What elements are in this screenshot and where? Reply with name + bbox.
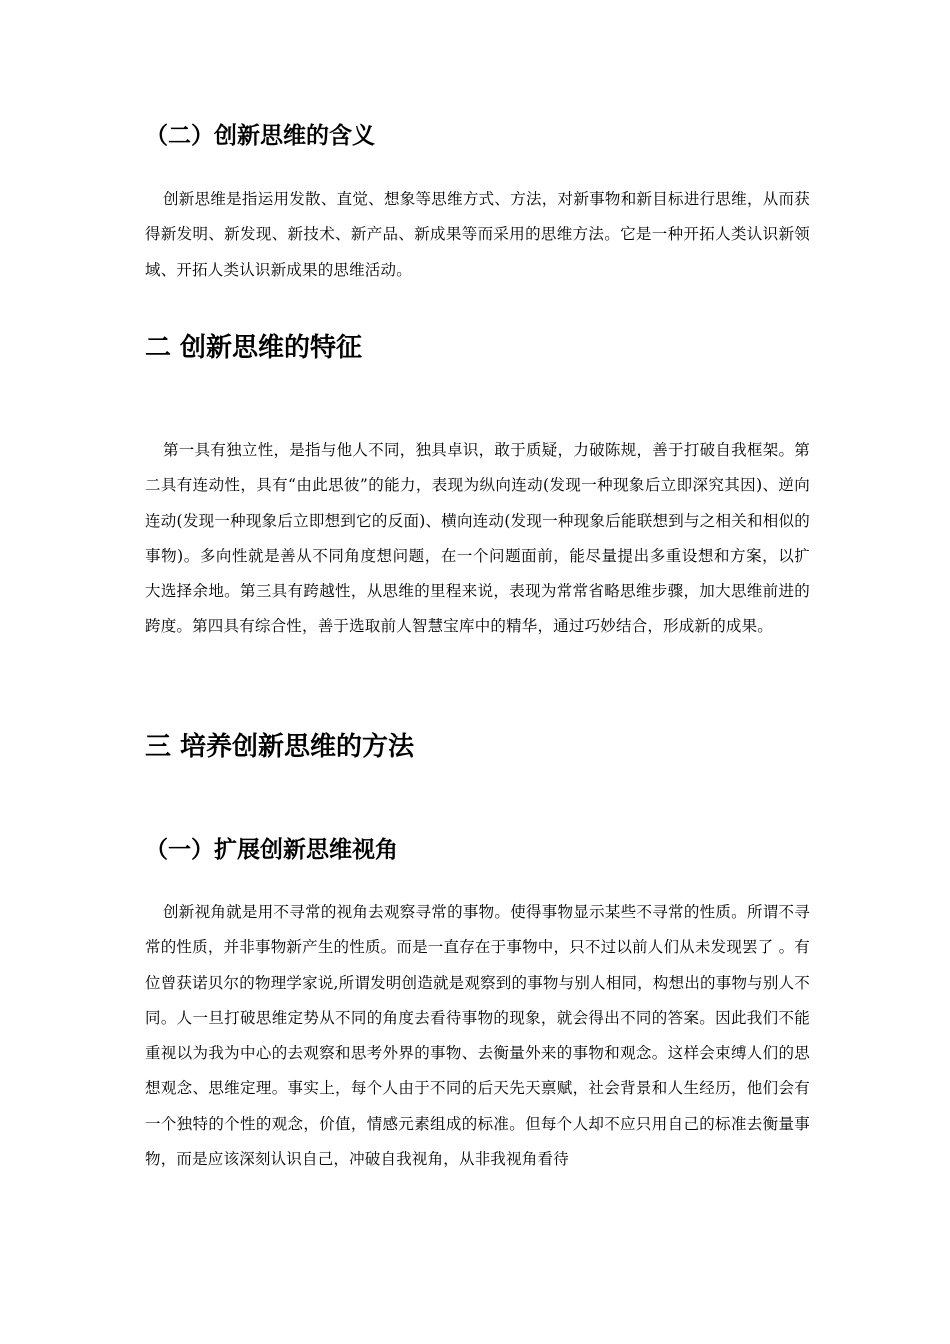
paragraph-features: 第一具有独立性，是指与他人不同，独具卓识，敢于质疑，力破陈规，善于打破自我框架。第二具有连动性，具有“由此思彼”的能力，表现为纵向连动(发现一种现象后立即深究其因)、逆向连动(发现一种现象后立即想到它的反面)、横向连动(发现一种现象后能联想到与之相关和相似的事物)。多向性就是善从不同角度想问题，在一个问题面前，能尽量提出多重设想和方案，以扩大选择余地。第三具有跨越性，从思维的里程来说，表现为常常省略思维步骤，加大思维前进的跨度。第四具有综合性，善于选取前人智慧宝库中的精华，通过巧妙结合，形成新的成果。 [145,441,810,636]
section-heading-methods: 三 培养创新思维的方法 [145,732,415,762]
paragraph-meaning: 创新思维是指运用发散、直觉、想象等思维方式、方法，对新事物和新目标进行思维，从而获得新发明、新发现、新技术、新产品、新成果等而采用的思维方法。它是一种开拓人类认识新领域、开拓人类认识新成果的思维活动。 [145,190,810,279]
section-heading-perspective: （一）扩展创新思维视角 [145,837,398,863]
section-heading-meaning: （二）创新思维的含义 [145,123,375,149]
section-heading-features: 二 创新思维的特征 [145,333,363,363]
paragraph-perspective: 创新视角就是用不寻常的视角去观察寻常的事物。使得事物显示某些不寻常的性质。所谓不寻常的性质，并非事物新产生的性质。而是一直存在于事物中，只不过以前人们从未发现罢了 。有位曾获诺贝尔的物理学家说,所谓发明创造就是观察到的事物与别人相同，构想出的事物与别人不同。人一旦打破思维定势从不同的角度去看待事物的现象，就会得出不同的答案。因此我们不能重视以为我为中心的去观察和思考外界的事物、去衡量外来的事物和观念。这样会束缚人们的思想观念、思维定理。事实上，每个人由于不同的后天先天禀赋，社会背景和人生经历，他们会有一个独特的个性的观念，价值，情感元素组成的标准。但每个人却不应只用自己的标准去衡量事物，而是应该深刻认识自己，冲破自我视角，从非我视角看待 [145,903,810,1169]
